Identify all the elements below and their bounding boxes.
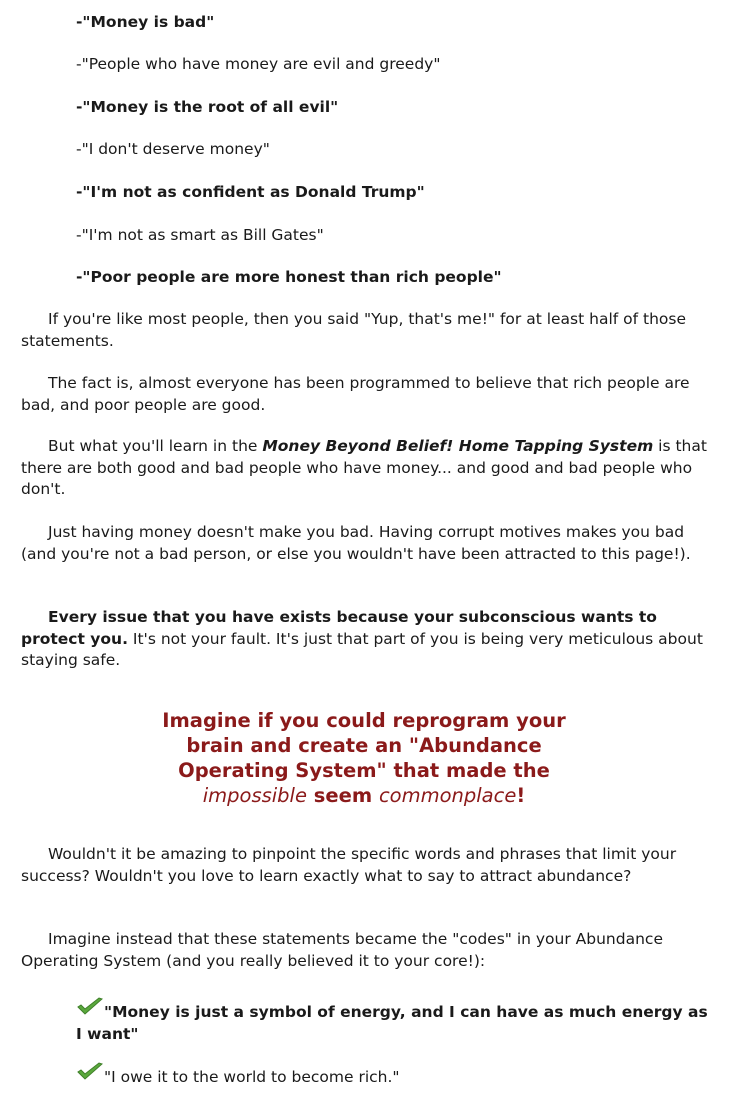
checkmark-icon xyxy=(76,1062,104,1082)
belief-item: -"Money is bad" xyxy=(76,13,215,31)
paragraph xyxy=(21,436,711,501)
headline-text: ! xyxy=(516,784,526,807)
paragraph-text: The fact is, almost everyone has been programmed to believe that rich people are bad, and poor people are good. xyxy=(21,374,690,414)
paragraph xyxy=(21,607,711,672)
belief-item: -"Money is the root of all evil" xyxy=(76,98,339,116)
paragraph xyxy=(21,309,711,352)
headline-emphasis: commonplace xyxy=(378,784,517,807)
belief-item: -"I'm not as smart as Bill Gates" xyxy=(76,226,324,244)
belief-item: -"People who have money are evil and greedy" xyxy=(76,55,441,73)
emphasis-text: Every issue that you have exists because your subconscious wants to protect you. xyxy=(21,608,657,648)
headline-emphasis: impossible xyxy=(202,784,307,807)
belief-item: -"I don't deserve money" xyxy=(76,140,270,158)
affirmation-item xyxy=(76,1001,716,1045)
paragraph xyxy=(21,373,711,416)
product-name: Money Beyond Belief! Home Tapping System xyxy=(262,437,654,455)
affirmation-item xyxy=(76,1066,716,1088)
headline xyxy=(140,708,588,808)
checkmark-icon xyxy=(76,997,104,1017)
paragraph-text: Just having money doesn't make you bad. Having corrupt motives makes you bad (and you're not a bad person, or else you wouldn't have been attracted to this page!). xyxy=(21,523,691,563)
paragraph-text: But what you'll learn in the xyxy=(48,437,263,455)
affirmation-text: "I owe it to the world to become rich." xyxy=(104,1068,400,1086)
paragraph xyxy=(21,522,711,565)
paragraph-text: is that there are both good and bad people who have money... and good and bad people who don't. xyxy=(21,437,707,498)
headline-text: Imagine if you could reprogram your brain and create an "Abundance Operating System" that made the xyxy=(162,709,566,782)
paragraph-text: It's not your fault. It's just that part of you is being very meticulous about staying safe. xyxy=(21,629,703,669)
paragraph xyxy=(21,929,711,972)
paragraph-text: Imagine instead that these statements became the "codes" in your Abundance Operating System (and you really believed it to your core!): xyxy=(21,930,663,970)
paragraph-text: If you're like most people, then you said "Yup, that's me!" for at least half of those statements. xyxy=(21,310,687,350)
affirmation-text: "Money is just a symbol of energy, and I can have as much energy as I want" xyxy=(76,1003,708,1043)
belief-item: -"Poor people are more honest than rich people" xyxy=(76,268,502,286)
paragraph-text: Wouldn't it be amazing to pinpoint the specific words and phrases that limit your success? Wouldn't you love to learn exactly what to say to attract abundance? xyxy=(21,845,677,885)
headline-text: seem xyxy=(306,784,379,807)
belief-item: -"I'm not as confident as Donald Trump" xyxy=(76,183,425,201)
paragraph xyxy=(21,844,711,887)
